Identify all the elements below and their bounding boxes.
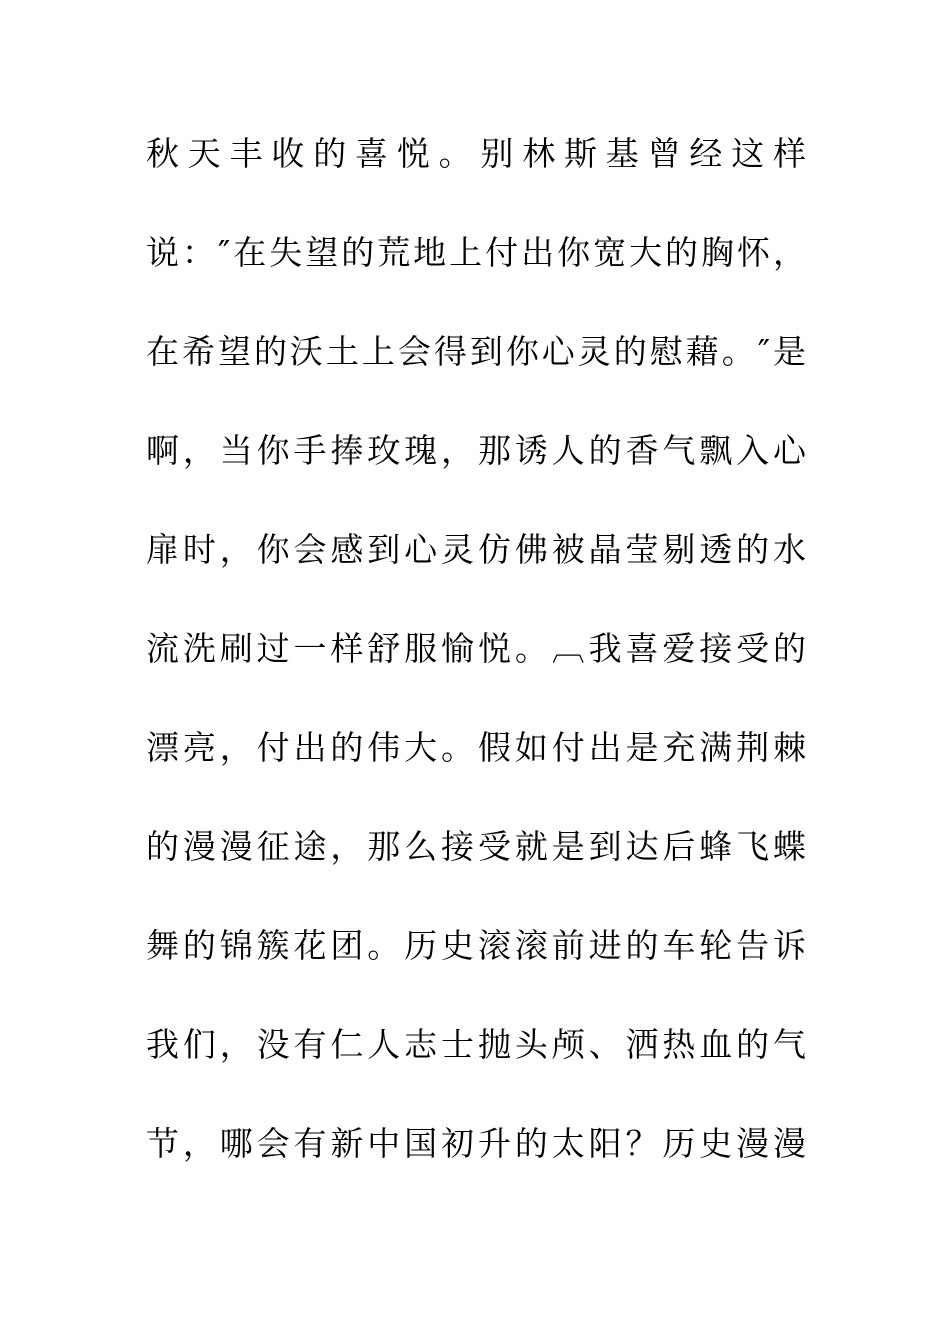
text-line-11: 节，哪会有新中国初升的太阳？历史漫漫	[146, 1124, 806, 1163]
text-line-6: 流洗刷过一样舒服愉悦。︹我喜爱接受的	[146, 629, 806, 668]
text-line-10: 我们，没有仁人志士抛头颅、洒热血的气	[146, 1025, 806, 1064]
text-line-5: 扉时，你会感到心灵仿佛被晶莹剔透的水	[146, 530, 806, 569]
text-line-8: 的漫漫征途，那么接受就是到达后蜂飞蝶	[146, 827, 806, 866]
body-text	[146, 125, 806, 1214]
text-line-9: 舞的锦簇花团。历史滚滚前进的车轮告诉	[146, 926, 806, 965]
text-line-2: 说：″在失望的荒地上付出你宽大的胸怀，	[146, 233, 806, 272]
text-line-7: 漂亮，付出的伟大。假如付出是充满荆棘	[146, 728, 806, 767]
text-line-3: 在希望的沃土上会得到你心灵的慰藉。″是	[146, 332, 806, 371]
text-line-4: 啊，当你手捧玫瑰，那诱人的香气飘入心	[146, 431, 806, 470]
text-line-1: 秋天丰收的喜悦。别林斯基曾经这样	[146, 134, 806, 173]
